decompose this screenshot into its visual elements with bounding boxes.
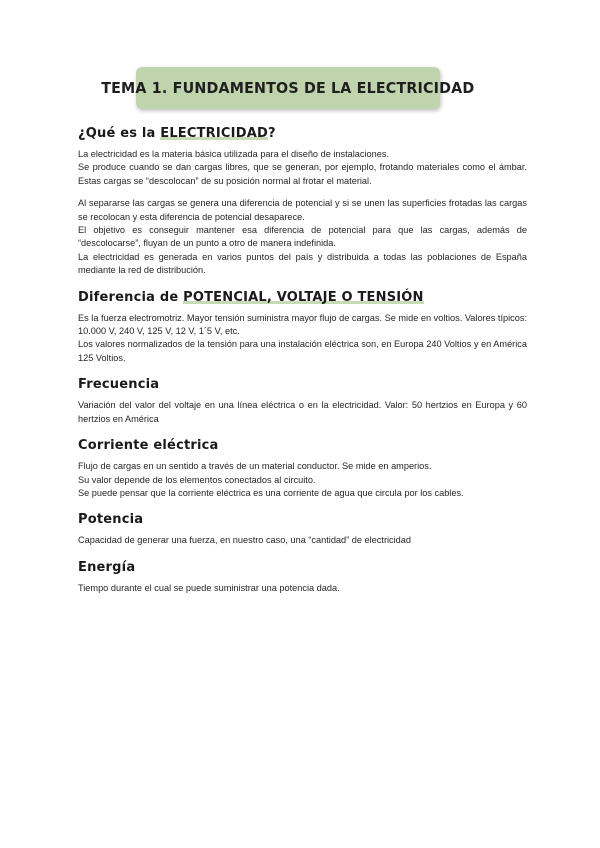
heading-text: ? bbox=[267, 126, 276, 141]
heading-frecuencia: Frecuencia bbox=[78, 377, 160, 393]
heading-corriente-electrica: Corriente eléctrica bbox=[78, 438, 219, 454]
paragraph: La electricidad es generada en varios puntos del país y distribuida a todas las poblaciones de España mediante la red de distribución. bbox=[78, 251, 527, 276]
paragraph: Los valores normalizados de la tensión para una instalación eléctrica son, en Europa 240 Voltios y en América 125 Voltios. bbox=[78, 339, 527, 363]
heading-energia: Energía bbox=[78, 559, 136, 575]
document-body bbox=[78, 126, 527, 595]
heading-text: Diferencia de bbox=[78, 289, 184, 305]
paragraph: Se puede pensar que la corriente eléctrica es una corriente de agua que circula por los cables. bbox=[78, 487, 464, 498]
page-title: TEMA 1. FUNDAMENTOS DE LA ELECTRICIDAD bbox=[101, 79, 475, 97]
paragraph: Flujo de cargas en un sentido a través de un material conductor. Se mide en amperios. bbox=[78, 461, 432, 472]
paragraph: El objetivo es conseguir mantener esa diferencia de potencial para que las cargas, además de “descolocarse”, fluyan de un punto a otro de manera indefinida. bbox=[78, 225, 527, 249]
paragraph: Es la fuerza electromotriz. Mayor tensión suministra mayor flujo de cargas. Se mide en voltios. Valores típicos: 10.000 V, 240 V, 125 V, 12 V, 1´5 V, etc. bbox=[78, 312, 527, 337]
paragraph: Capacidad de generar una fuerza, en nuestro caso, una “cantidad” de electricidad bbox=[78, 535, 412, 546]
title-banner bbox=[101, 67, 475, 109]
paragraph: Su valor depende de los elementos conectados al circuito. bbox=[78, 474, 316, 485]
paragraph: Tiempo durante el cual se puede suministrar una potencia dada. bbox=[78, 582, 340, 593]
heading-text: ¿Qué es la bbox=[78, 126, 161, 141]
heading-potencia: Potencia bbox=[78, 512, 144, 528]
paragraph: Se produce cuando se dan cargas libres, que se generan, por ejemplo, frotando materiales como el ámbar. Estas cargas se “descolocan” de su posición normal al frotar el material. bbox=[78, 162, 527, 186]
heading-que-es-electricidad bbox=[78, 126, 527, 141]
paragraph: Variación del valor del voltaje en una línea eléctrica o en la electricidad. Valor: 50 hertzios en Europa y 60 hertzios en América bbox=[78, 400, 527, 424]
heading-diferencia-potencial bbox=[78, 290, 527, 305]
paragraph: Al separarse las cargas se genera una diferencia de potencial y si se unen las superficies frotadas las cargas se recolocan y esta diferencia de potencial desaparece. bbox=[78, 198, 527, 222]
heading-highlight: ELECTRICIDAD bbox=[160, 126, 268, 141]
paragraph: La electricidad es la materia básica utilizada para el diseño de instalaciones. bbox=[78, 149, 390, 159]
heading-highlight: POTENCIAL, VOLTAJE O TENSIÓN bbox=[183, 289, 424, 305]
